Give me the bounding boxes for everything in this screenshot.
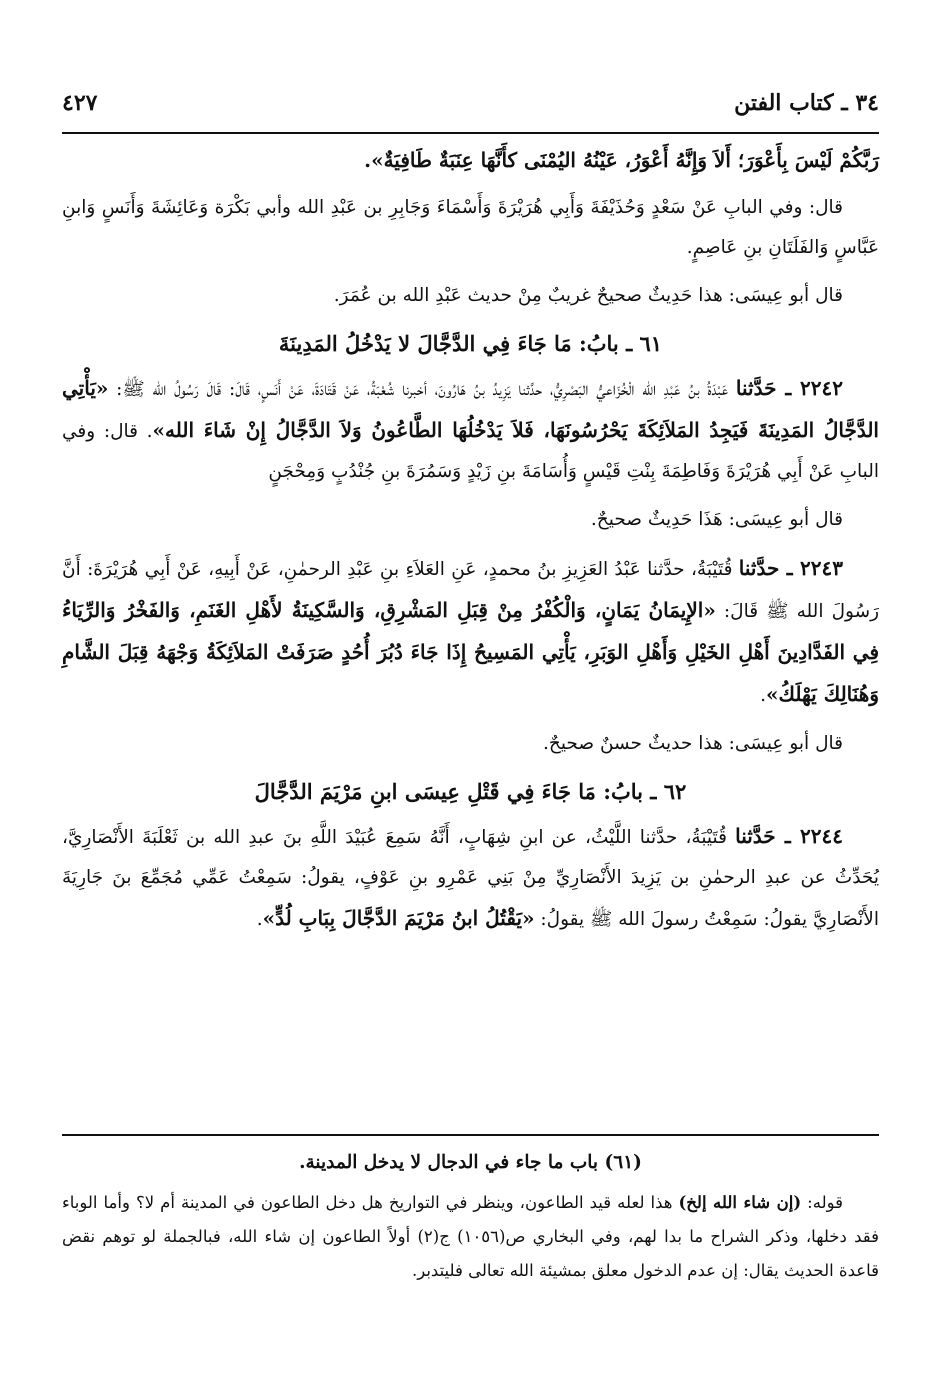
hadith-2244-matn: «يَقْتُلُ ابنُ مَرْيَمَ الدَّجَّالَ بِبَابِ لُدٍّ» <box>262 906 535 930</box>
hadith-2242-matn: «يَأْتِي الدَّجَّالُ المَدِينَةَ فَيَجِدُ المَلاَئِكَةَ يَحْرُسُونَهَا، فَلاَ يَدْخُلُهَا الطَّاعُونُ وَلاَ الدَّجَّالُ إِنْ شَاءَ الله» <box>62 376 879 442</box>
chapter-title: ٣٤ ـ كتاب الفتن <box>734 90 879 116</box>
hadith-2243 <box>62 548 879 716</box>
bab-62-heading: ٦٢ ـ بابُ: مَا جَاءَ فِي قَتْلِ عِيسَى ابنِ مَرْيَمَ الدَّجَّالَ <box>254 779 687 804</box>
hadith-2243-isnad: قُتَيْبَةُ، حدَّثنا عَبْدُ العَزِيزِ بنُ محمدٍ، عَنِ العَلاَءِ بنِ عَبْدِ الرحمٰنِ، عَنْ أَبِيهِ، عَنْ أَبِي هُرَيْرَةَ: أَنَّ رَسُولَ الله ﷺ قَالَ: <box>62 559 879 622</box>
hadith-2244-number: ٢٢٤٤ ـ حَدَّثنا <box>735 824 844 848</box>
hadith-2242-isnad: عَبْدَةُ بنُ عَبْدِ الله الْخُزَاعيُّ البَصْرِيُّ، حدَّثنا يَزِيدُ بنُ هَارُونَ، أخبرنا شُعْبَةُ، عَنْ قَتَادَةَ، عَنْ أَنَسٍ، قَالَ: قَالَ رَسُولُ الله ﷺ: <box>108 379 736 400</box>
abu-isa-comment-1: قال أبو عِيسَى: هذا حَدِيثٌ صحيحٌ غريبٌ مِنْ حديث عَبْدِ الله بن عُمَرَ. <box>333 285 843 306</box>
hadith-2243-number: ٢٢٤٣ ـ حدَّثنا <box>738 556 844 580</box>
hadith-2242-tail: . قال: وفي البابِ عَنْ أَبِي هُرَيْرَةَ وَفَاطِمَةَ بِنْتِ قَيْسٍ وَأُسَامَةَ بنِ زَيْدٍ وَسَمُرَةَ بنِ جُنْدُبٍ وَمِحْجَنٍ <box>62 421 879 482</box>
abu-isa-comment-2: قال أبو عِيسَى: هَذَا حَدِيثٌ صحيحٌ. <box>590 509 843 530</box>
footnote-qawluhu: قوله: <box>801 1193 844 1212</box>
page-number: ٤٢٧ <box>62 90 98 116</box>
footnote-term: (إن شاء الله إلخ) <box>678 1193 802 1212</box>
footnote-divider <box>62 1134 879 1136</box>
hadith-2243-tail: . <box>760 685 766 706</box>
page-header <box>62 82 879 124</box>
hadith-continuation: رَبَّكُمْ لَيْسَ بِأَعْوَرَ؛ أَلاَ وَإِنَّهُ أَعْوَرُ، عَيْنُهُ اليُمْنَى كأَنَّهَا عِنَبَةٌ طَافِيَةٌ». <box>364 148 879 172</box>
footnote-body: هذا لعله قيد الطاعون، وينظر في التواريخ هل دخل الطاعون في المدينة أم لا؟ وأما الوباء فقد دخلها، وذكر الشراح ما بدا لهم، وفي البخاري ص(١٠٥٦) ج(٢) أولاً الطاعون إن شاء الله، فبالجملة لو توهم نقض قاعدة الحديث يقال: إن عدم الدخول معلق بمشيئة الله تعالى فليتدبر. <box>62 1193 879 1280</box>
hadith-2242 <box>62 368 879 492</box>
footnote-title: (٦١) باب ما جاء في الدجال لا يدخل المدينة. <box>299 1152 642 1173</box>
hadith-2244 <box>62 816 879 940</box>
qala-paragraph-1: قال: وفي البابِ عَنْ سَعْدٍ وَحُذَيْفَةَ وَأَبِي هُرَيْرَةَ وَأَسْمَاءَ وَجَابِرِ بن عَبْدِ الله وأبي بَكْرَة وَعَائِشَةَ وَأَنَسٍ وَابنِ عَبَّاسٍ وَالفَلَتَانِ بنِ عَاصِمٍ. <box>62 197 879 258</box>
abu-isa-comment-3: قال أبو عِيسَى: هذا حديثٌ حسنٌ صحيحٌ. <box>543 733 843 754</box>
hadith-2242-number: ٢٢٤٢ ـ حَدَّثنا <box>735 376 844 400</box>
footnote-section <box>62 1146 879 1288</box>
main-text <box>62 140 879 940</box>
hadith-2244-tail: . <box>256 909 263 930</box>
footnote-text <box>62 1186 879 1288</box>
header-divider <box>62 132 879 134</box>
bab-61-heading: ٦١ ـ بابُ: مَا جَاءَ فِي الدَّجَّالَ لا يَدْخُلُ المَدِينَةَ <box>278 331 663 356</box>
hadith-2243-matn: «الإِيمَانُ يَمَانٍ، وَالْكُفْرُ مِنْ قِبَلِ المَشْرِقِ، وَالسَّكِينَةُ لأَهْلِ الغَنَمِ، وَالفَخْرُ وَالرِّيَاءُ فِي الفَدَّادِينَ أَهْلِ الخَيْلِ وَأَهْلِ الوَبَرِ، يَأْتِي المَسِيحُ إِذَا جَاءَ دُبُرَ أُحُدٍ صَرَفَتْ المَلاَئِكَةُ وَجْهَهُ قِبَلَ الشَّامِ وَهُنَالِكَ يَهْلَكُ» <box>62 598 879 706</box>
hadith-2244-isnad: قُتَيْبَةُ، حدَّثنا اللَّيْثُ، عن ابنِ شِهَابٍ، أَنَّهُ سَمِعَ عُبَيْدَ اللَّهِ بنَ عبدِ الله بن ثَعْلَبَةَ الأَنْصَارِيَّ، يُحَدِّثُ عن عبدِ الرحمٰنِ بن يَزِيدَ الأَنْصَارِيِّ مِنْ بَنِي عَمْرِو بنِ عَوْفٍ، يقولُ: سَمِعْتُ عَمِّي مُجَمِّعَ بنَ جَارِيَةَ الأَنْصَارِيَّ يقولُ: سَمِعْتُ رسولَ الله ﷺ يقولُ: <box>62 827 879 930</box>
